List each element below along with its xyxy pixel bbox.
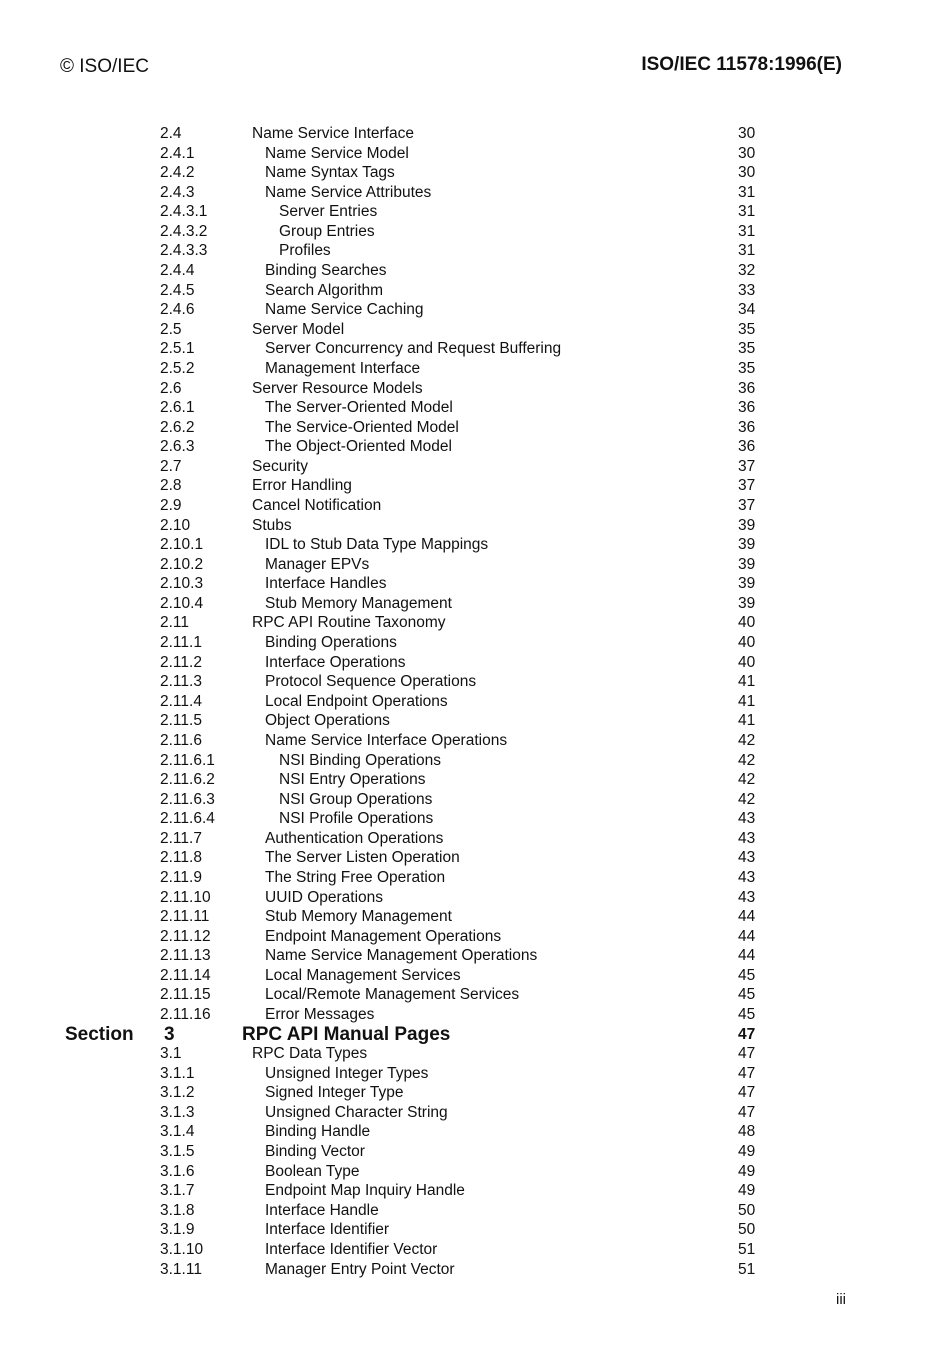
toc-title: Binding Operations — [265, 634, 397, 652]
toc-title: NSI Binding Operations — [279, 751, 441, 769]
toc-page: 30 — [738, 125, 756, 142]
toc-page: 47 — [738, 1045, 756, 1063]
toc-page: 31 — [738, 183, 756, 201]
toc-page: 31 — [738, 242, 756, 260]
toc-title: Interface Identifier Vector — [265, 1240, 438, 1258]
toc-page: 43 — [738, 810, 756, 828]
toc-number: 3.1.8 — [160, 1201, 195, 1219]
toc-page: 49 — [738, 1143, 756, 1161]
toc-number: 2.11.8 — [160, 849, 202, 867]
toc-page: 43 — [738, 888, 756, 906]
toc-row — [0, 1064, 950, 1084]
toc-page: 47 — [738, 1084, 756, 1102]
toc-page: 48 — [738, 1123, 756, 1141]
toc-row — [0, 751, 950, 771]
toc-row — [0, 144, 950, 164]
toc-number: 2.4.4 — [160, 262, 195, 280]
toc-page: 35 — [738, 320, 756, 338]
toc-page: 37 — [738, 477, 756, 495]
toc-number: 2.11.6.4 — [160, 810, 215, 828]
toc-title: Endpoint Management Operations — [265, 927, 502, 945]
toc-number: 2.11.6.2 — [160, 771, 215, 789]
toc-number: 2.6 — [160, 379, 182, 397]
toc-page: 47 — [738, 1064, 756, 1082]
toc-page: 42 — [738, 790, 756, 808]
toc-title: Server Resource Models — [252, 379, 423, 397]
toc-page: 37 — [738, 457, 756, 475]
toc-number: 3.1.6 — [160, 1162, 195, 1180]
toc-title: The Server-Oriented Model — [265, 399, 453, 417]
toc-page: 37 — [738, 496, 756, 514]
toc-number: 2.4 — [160, 125, 182, 142]
header-standard-id: ISO/IEC 11578:1996(E) — [641, 54, 842, 75]
toc-title: UUID Operations — [265, 888, 384, 906]
toc-page: 44 — [738, 908, 756, 926]
toc-number: 2.11.16 — [160, 1006, 211, 1024]
toc-row — [0, 1240, 950, 1260]
toc-row — [0, 555, 950, 575]
toc-number: 2.7 — [160, 457, 182, 475]
toc-title: The Server Listen Operation — [265, 849, 460, 867]
toc-row — [0, 868, 950, 888]
toc-row — [0, 829, 950, 849]
toc-row — [0, 202, 950, 222]
toc-row — [0, 672, 950, 692]
toc-title: The Service-Oriented Model — [265, 418, 459, 436]
toc-title: Name Service Interface Operations — [265, 731, 508, 749]
toc-page: 39 — [738, 536, 756, 554]
toc-page: 41 — [738, 673, 756, 691]
toc-row — [0, 339, 950, 359]
toc-page: 36 — [738, 418, 756, 436]
toc-number: 2.11 — [160, 614, 190, 632]
toc-page: 43 — [738, 829, 756, 847]
toc-title: RPC Data Types — [252, 1045, 368, 1063]
toc-number: 2.10.2 — [160, 555, 204, 573]
toc-row — [0, 418, 950, 438]
toc-title: RPC API Routine Taxonomy — [252, 614, 446, 632]
toc-page: 32 — [738, 262, 756, 280]
toc-row — [0, 1103, 950, 1123]
toc-title: Boolean Type — [265, 1162, 360, 1180]
toc-page: 51 — [738, 1240, 756, 1258]
toc-page: 39 — [738, 594, 756, 612]
toc-number: 2.10 — [160, 516, 191, 534]
toc-page: 36 — [738, 438, 756, 456]
toc-title: Object Operations — [265, 712, 390, 730]
toc-row — [0, 1220, 950, 1240]
toc-row — [0, 692, 950, 712]
toc-page: 47 — [738, 1103, 756, 1121]
toc-row — [0, 809, 950, 829]
toc-title: Local Endpoint Operations — [265, 692, 448, 710]
toc-title: Security — [252, 457, 308, 475]
toc-number: 2.4.5 — [160, 281, 195, 299]
table-of-contents — [0, 124, 950, 1279]
toc-page: 36 — [738, 379, 756, 397]
toc-title: Authentication Operations — [265, 829, 444, 847]
toc-number: 2.11.5 — [160, 712, 202, 730]
toc-row — [0, 281, 950, 301]
toc-number: 2.11.12 — [160, 927, 211, 945]
toc-row — [0, 1083, 950, 1103]
toc-number: 2.4.3.1 — [160, 203, 208, 221]
toc-page: 50 — [738, 1201, 756, 1219]
toc-title: IDL to Stub Data Type Mappings — [265, 536, 489, 554]
toc-title: Stubs — [252, 516, 292, 534]
toc-page: 33 — [738, 281, 756, 299]
toc-page: 43 — [738, 868, 756, 886]
toc-number: 2.8 — [160, 477, 182, 495]
toc-row — [0, 966, 950, 986]
toc-title: RPC API Manual Pages — [242, 1023, 451, 1045]
toc-title: The Object-Oriented Model — [265, 438, 452, 456]
toc-number: 2.11.1 — [160, 634, 202, 652]
toc-number: 3.1.9 — [160, 1221, 195, 1239]
toc-title: Error Handling — [252, 477, 352, 495]
toc-page: 49 — [738, 1182, 756, 1200]
toc-page: 40 — [738, 653, 756, 671]
toc-row — [0, 888, 950, 908]
toc-row — [0, 1044, 950, 1064]
toc-row — [0, 653, 950, 673]
toc-title: Stub Memory Management — [265, 594, 452, 612]
toc-row — [0, 241, 950, 261]
toc-number: 3.1.1 — [160, 1064, 195, 1082]
toc-row — [0, 1260, 950, 1280]
toc-number: 2.6.3 — [160, 438, 195, 456]
toc-row — [0, 790, 950, 810]
toc-page: 35 — [738, 359, 756, 377]
toc-number: 2.6.1 — [160, 399, 195, 417]
toc-row — [0, 496, 950, 516]
toc-title: Profiles — [279, 242, 331, 260]
toc-number: 2.10.1 — [160, 536, 204, 554]
toc-title: Management Interface — [265, 359, 421, 377]
toc-page: 50 — [738, 1221, 756, 1239]
toc-row — [0, 300, 950, 320]
toc-title: Interface Identifier — [265, 1221, 390, 1239]
toc-title: Server Concurrency and Request Buffering — [265, 340, 562, 358]
toc-page: 42 — [738, 751, 756, 769]
toc-title: Binding Handle — [265, 1123, 371, 1141]
toc-title: Server Model — [252, 320, 345, 338]
toc-title: Signed Integer Type — [265, 1084, 404, 1102]
toc-row — [0, 476, 950, 496]
toc-page: 47 — [738, 1025, 756, 1043]
toc-row — [0, 1142, 950, 1162]
toc-number: 2.11.2 — [160, 653, 202, 671]
toc-number: 2.11.11 — [160, 908, 210, 926]
toc-number: 2.10.3 — [160, 575, 204, 593]
toc-page: 51 — [738, 1260, 756, 1278]
toc-page: 36 — [738, 399, 756, 417]
toc-title: Name Service Model — [265, 144, 409, 162]
toc-page: 43 — [738, 849, 756, 867]
toc-title: The String Free Operation — [265, 868, 446, 886]
toc-page: 39 — [738, 555, 756, 573]
toc-title: Stub Memory Management — [265, 908, 452, 926]
toc-number: 2.5.2 — [160, 359, 195, 377]
toc-title: Manager EPVs — [265, 555, 370, 573]
toc-page: 39 — [738, 516, 756, 534]
toc-page: 39 — [738, 575, 756, 593]
toc-row — [0, 1181, 950, 1201]
toc-number: 3.1.5 — [160, 1143, 195, 1161]
toc-page: 42 — [738, 731, 756, 749]
toc-section-row — [0, 1025, 950, 1045]
toc-number: 3.1.11 — [160, 1260, 202, 1278]
toc-title: Interface Operations — [265, 653, 406, 671]
toc-row — [0, 711, 950, 731]
toc-row — [0, 124, 950, 144]
toc-title: Interface Handles — [265, 575, 387, 593]
toc-title: Endpoint Map Inquiry Handle — [265, 1182, 465, 1200]
toc-row — [0, 594, 950, 614]
toc-row — [0, 848, 950, 868]
toc-number: 2.9 — [160, 496, 182, 514]
toc-number: 2.11.3 — [160, 673, 202, 691]
toc-title: Binding Searches — [265, 262, 387, 280]
toc-title: Search Algorithm — [265, 281, 384, 299]
toc-number: 2.11.6.3 — [160, 790, 215, 808]
toc-row — [0, 633, 950, 653]
toc-number: 2.4.2 — [160, 164, 195, 182]
toc-row — [0, 359, 950, 379]
toc-number: 2.6.2 — [160, 418, 195, 436]
toc-number: 2.11.14 — [160, 966, 211, 984]
toc-number: 2.11.6 — [160, 731, 202, 749]
toc-row — [0, 946, 950, 966]
toc-row — [0, 183, 950, 203]
toc-title: Error Messages — [265, 1006, 375, 1024]
toc-title: Local/Remote Management Services — [265, 986, 520, 1004]
toc-number: 2.5 — [160, 320, 182, 338]
toc-title: Name Service Caching — [265, 301, 424, 319]
toc-title: Name Service Interface — [252, 125, 414, 142]
toc-number: 2.11.6.1 — [160, 751, 215, 769]
toc-row — [0, 379, 950, 399]
toc-page: 44 — [738, 927, 756, 945]
toc-row — [0, 261, 950, 281]
toc-page: 40 — [738, 614, 756, 632]
toc-row — [0, 320, 950, 340]
toc-title: Protocol Sequence Operations — [265, 673, 477, 691]
toc-title: NSI Group Operations — [279, 790, 433, 808]
toc-row — [0, 163, 950, 183]
toc-row — [0, 1005, 950, 1025]
toc-number: 3.1.3 — [160, 1103, 195, 1121]
header-copyright: © ISO/IEC — [60, 56, 149, 77]
toc-page: 41 — [738, 692, 756, 710]
toc-number: 2.10.4 — [160, 594, 204, 612]
toc-row — [0, 985, 950, 1005]
toc-title: Cancel Notification — [252, 496, 382, 514]
toc-page: 42 — [738, 771, 756, 789]
toc-row — [0, 535, 950, 555]
toc-page: 30 — [738, 164, 756, 182]
toc-page: 40 — [738, 634, 756, 652]
toc-title: Interface Handle — [265, 1201, 379, 1219]
toc-row — [0, 613, 950, 633]
toc-title: Binding Vector — [265, 1143, 365, 1161]
toc-title: Group Entries — [279, 222, 375, 240]
toc-page: 44 — [738, 947, 756, 965]
toc-row — [0, 398, 950, 418]
toc-page: 34 — [738, 301, 756, 319]
toc-row — [0, 907, 950, 927]
toc-title: Unsigned Character String — [265, 1103, 448, 1121]
toc-title: NSI Profile Operations — [279, 810, 434, 828]
toc-row — [0, 457, 950, 477]
toc-number: 2.11.9 — [160, 868, 202, 886]
toc-number: 2.11.13 — [160, 947, 211, 965]
toc-row — [0, 574, 950, 594]
toc-title: Server Entries — [279, 203, 378, 221]
toc-page: 35 — [738, 340, 756, 358]
toc-row — [0, 1201, 950, 1221]
toc-number: 2.4.1 — [160, 144, 195, 162]
toc-number: 2.4.3.2 — [160, 222, 208, 240]
toc-page: 30 — [738, 144, 756, 162]
toc-number: 3.1.7 — [160, 1182, 195, 1200]
toc-number: 2.4.3.3 — [160, 242, 208, 260]
toc-row — [0, 1122, 950, 1142]
toc-number: 2.5.1 — [160, 340, 195, 358]
toc-row — [0, 1162, 950, 1182]
toc-number: 2.11.4 — [160, 692, 202, 710]
toc-title: Name Service Management Operations — [265, 947, 538, 965]
toc-title: Manager Entry Point Vector — [265, 1260, 455, 1278]
toc-number: 3.1 — [160, 1045, 182, 1063]
page-number: iii — [836, 1291, 846, 1308]
toc-row — [0, 770, 950, 790]
toc-row — [0, 222, 950, 242]
toc-title: Name Service Attributes — [265, 183, 432, 201]
toc-title: Name Syntax Tags — [265, 164, 395, 182]
toc-title: Unsigned Integer Types — [265, 1064, 429, 1082]
toc-page: 45 — [738, 986, 756, 1004]
toc-page: 45 — [738, 966, 756, 984]
toc-number: 2.11.7 — [160, 829, 202, 847]
section-label: Section — [65, 1023, 134, 1045]
toc-number: 2.11.15 — [160, 986, 211, 1004]
toc-number: 3.1.4 — [160, 1123, 195, 1141]
toc-page: 41 — [738, 712, 756, 730]
toc-number: 2.11.10 — [160, 888, 211, 906]
toc-number: 3.1.2 — [160, 1084, 195, 1102]
toc-row — [0, 516, 950, 536]
toc-number: 2.4.3 — [160, 183, 195, 201]
toc-title: Local Management Services — [265, 966, 461, 984]
toc-row — [0, 731, 950, 751]
toc-row — [0, 437, 950, 457]
toc-page: 45 — [738, 1006, 756, 1024]
toc-number: 3.1.10 — [160, 1240, 204, 1258]
toc-page: 49 — [738, 1162, 756, 1180]
toc-page: 31 — [738, 203, 756, 221]
toc-page: 31 — [738, 222, 756, 240]
toc-title: NSI Entry Operations — [279, 771, 426, 789]
toc-row — [0, 927, 950, 947]
toc-number: 2.4.6 — [160, 301, 195, 319]
toc-number: 3 — [164, 1023, 175, 1045]
